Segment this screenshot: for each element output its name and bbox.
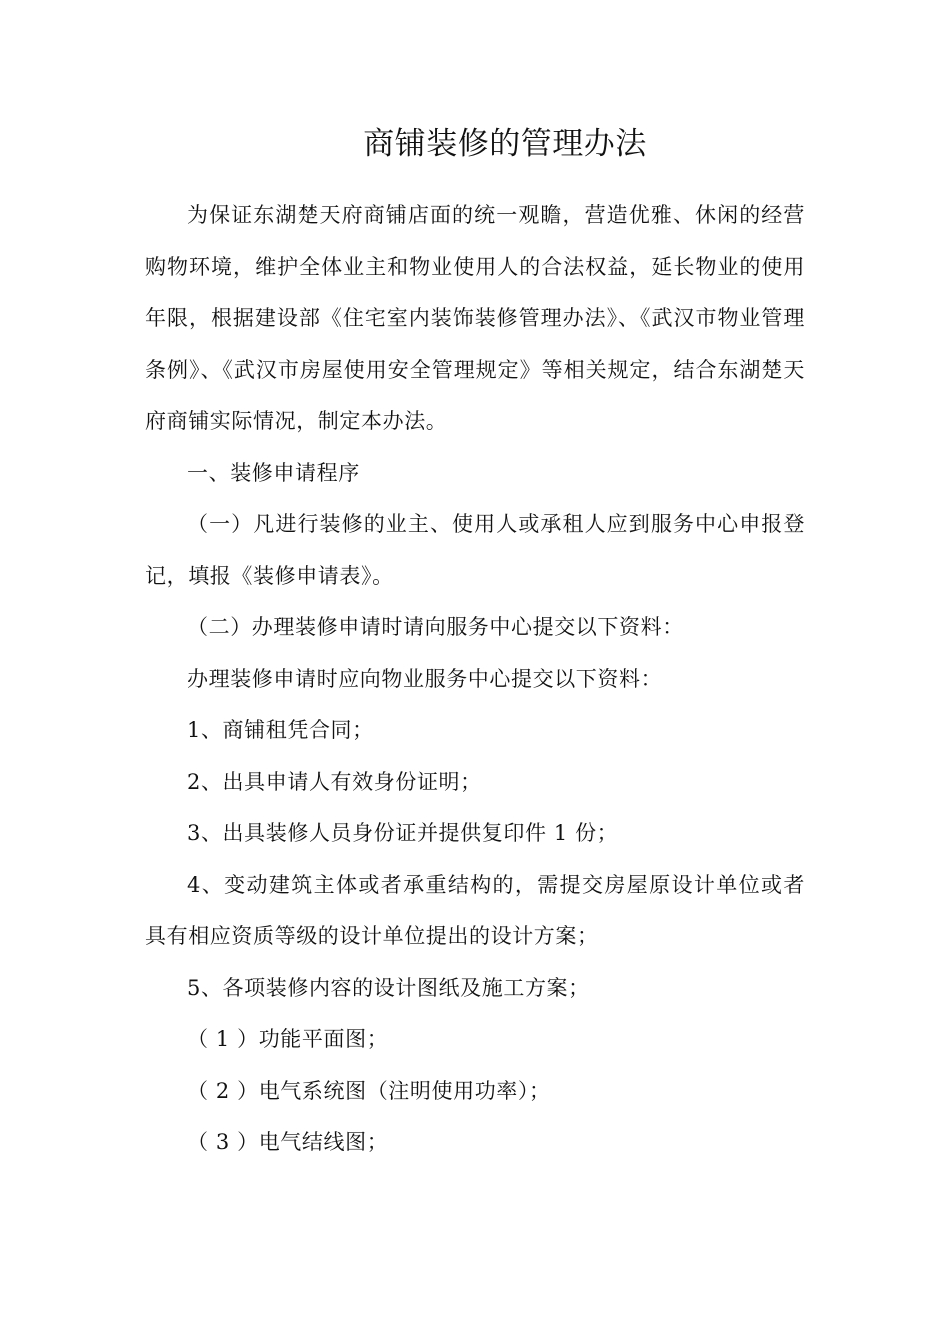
- paragraph-item-1: （一）凡进行装修的业主、使用人或承租人应到服务中心申报登记，填报《装修申请表》。: [145, 512, 805, 588]
- sub-item-3: （ 3 ）电气结线图；: [187, 1130, 389, 1154]
- list-item-4: 4、变动建筑主体或者承重结构的，需提交房屋原设计单位或者具有相应资质等级的设计单位提出的设计方案；: [145, 872, 805, 948]
- sub-item-2: （ 2 ）电气系统图（注明使用功率）；: [187, 1078, 551, 1103]
- list-item-3: 3、出具装修人员身份证并提供复印件 1 份；: [187, 821, 619, 845]
- paragraph-intro: 为保证东湖楚天府商铺店面的统一观瞻，营造优雅、休闲的经营购物环境，维护全体业主和物业使用人的合法权益，延长物业的使用年限，根据建设部《住宅室内装饰装修管理办法》、《武汉市物业管理条例》、《武汉市房屋使用安全管理规定》等相关规定，结合东湖楚天府商铺实际情况，制定本办法。: [145, 203, 805, 433]
- paragraph-item-2: （二）办理装修申请时请向服务中心提交以下资料：: [187, 615, 684, 639]
- list-item-1: 1、商铺租凭合同；: [187, 718, 374, 742]
- paragraph-materials-intro: 办理装修申请时应向物业服务中心提交以下资料：: [187, 666, 663, 691]
- document-title: 商铺装修的管理办法: [363, 126, 647, 162]
- list-item-2: 2、出具申请人有效身份证明；: [187, 769, 482, 794]
- list-item-5: 5、各项装修内容的设计图纸及施工方案；: [187, 975, 590, 1000]
- sub-item-1: （ 1 ）功能平面图；: [187, 1027, 389, 1051]
- document-body: [145, 190, 805, 1169]
- section-heading-application-procedure: 一、装修申请程序: [187, 460, 360, 485]
